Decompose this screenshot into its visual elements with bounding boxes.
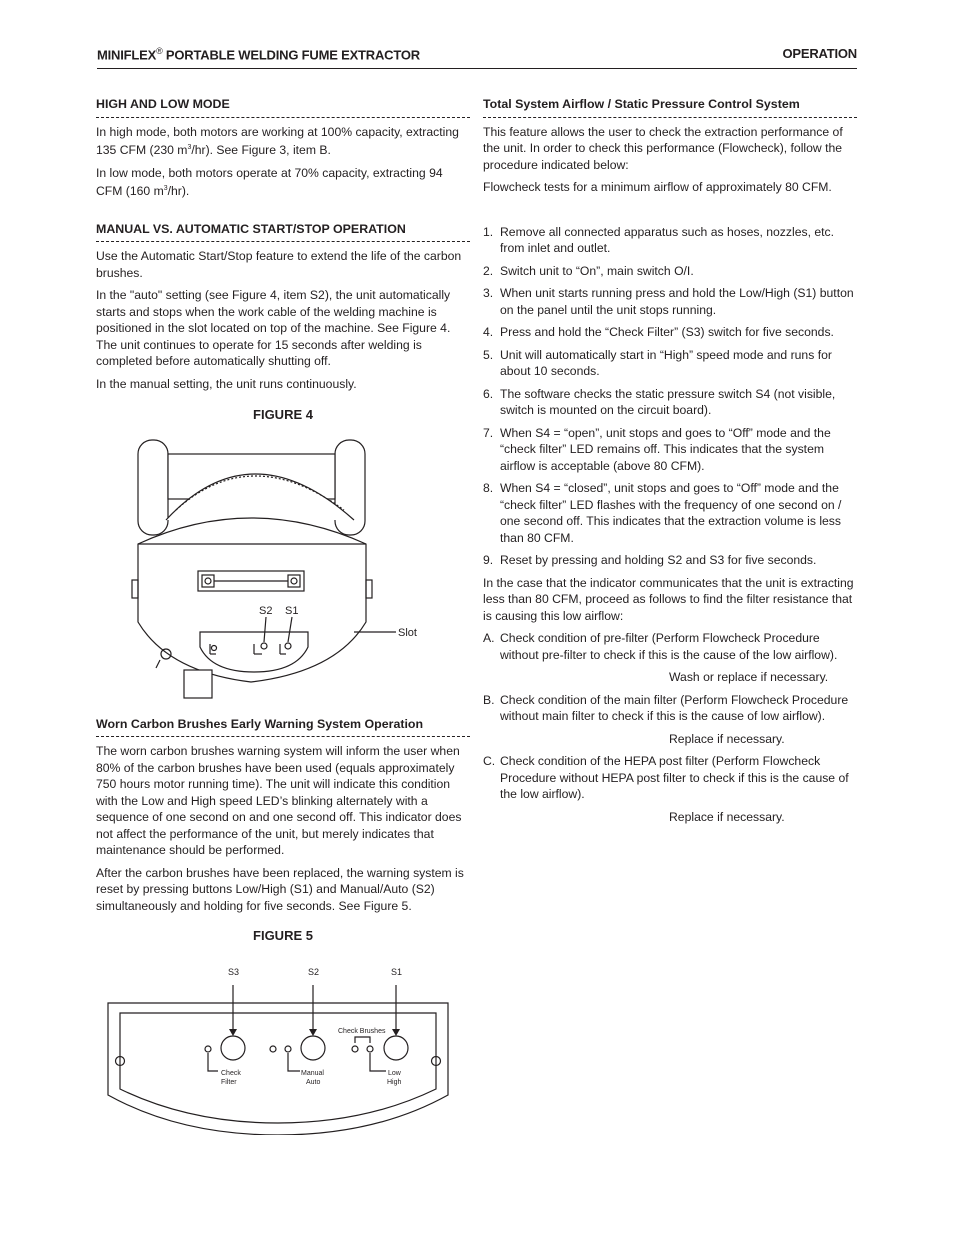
label-filter: Filter bbox=[221, 1078, 237, 1086]
list-item bbox=[483, 224, 857, 257]
list-item-number: 3. bbox=[483, 286, 494, 300]
list-item-number: 8. bbox=[483, 481, 494, 495]
list-item-text: Check condition of the HEPA post filter (Perform Flowcheck Procedure without HEPA post filter to check if this is the cause of the low airflow). bbox=[500, 754, 849, 801]
paragraph: Flowcheck tests for a minimum airflow of approximately 80 CFM. bbox=[483, 180, 832, 194]
manual-auto-section bbox=[96, 221, 470, 393]
label-check-brushes: Check Brushes bbox=[338, 1027, 386, 1035]
page-header bbox=[97, 46, 857, 69]
list-item-letter: B. bbox=[483, 692, 495, 707]
list-item-text: When S4 = “closed”, unit stops and goes to “Off” mode and the “check filter” LED flashes with the frequency of one second on / one second off. This indicates that the extraction volume is less than 80 CFM. bbox=[500, 481, 842, 545]
label-auto: Auto bbox=[306, 1078, 321, 1086]
list-item-number: 9. bbox=[483, 553, 494, 567]
list-item-text: The software checks the static pressure switch S4 (not visible, switch is mounted on the circuit board). bbox=[500, 386, 836, 417]
list-item-text: Switch unit to “On”, main switch O/I. bbox=[500, 263, 694, 278]
list-item-text: When unit starts running press and hold the Low/High (S1) button on the panel until the unit stops running. bbox=[500, 286, 854, 317]
list-item-number: 1. bbox=[483, 224, 494, 239]
left-wheel bbox=[138, 440, 168, 535]
list-item bbox=[483, 630, 857, 663]
section-heading: HIGH AND LOW MODE bbox=[96, 96, 470, 118]
list-item bbox=[483, 347, 857, 380]
section-heading: Total System Airflow / Static Pressure Control System bbox=[483, 96, 857, 118]
figure-4-title: FIGURE 4 bbox=[253, 407, 313, 423]
left-column bbox=[96, 96, 470, 1135]
paragraph: This feature allows the user to check the extraction performance of the unit. In order to check this performance (Flowcheck), follow the procedure indicated below: bbox=[483, 124, 843, 172]
list-item-number: 6. bbox=[483, 386, 494, 401]
figure-4-illustration bbox=[96, 432, 470, 702]
brushes-section bbox=[96, 716, 470, 915]
filter-checks bbox=[483, 630, 857, 825]
label-check: Check bbox=[221, 1069, 241, 1077]
list-item-text: Remove all connected apparatus such as hoses, nozzles, etc. from inlet and outlet. bbox=[500, 224, 834, 255]
action-note: Replace if necessary. bbox=[669, 809, 785, 824]
list-item bbox=[483, 692, 857, 725]
label-s2: S2 bbox=[259, 604, 273, 617]
list-item bbox=[483, 285, 857, 318]
label-s2: S2 bbox=[308, 966, 320, 977]
figure-5-illustration bbox=[96, 945, 470, 1135]
list-item bbox=[483, 753, 857, 803]
list-item-number: 7. bbox=[483, 425, 494, 440]
list-item-letter: A. bbox=[483, 631, 495, 645]
label-s1: S1 bbox=[391, 966, 403, 977]
list-item-text: Reset by pressing and holding S2 and S3 for five seconds. bbox=[500, 553, 817, 567]
paragraph: In the manual setting, the unit runs continuously. bbox=[96, 376, 357, 391]
right-column bbox=[483, 96, 857, 825]
label-s3: S3 bbox=[228, 966, 240, 977]
label-slot: Slot bbox=[398, 626, 417, 639]
list-item bbox=[483, 263, 857, 280]
paragraph: The worn carbon brushes warning system will inform the user when 80% of the carbon brushes have been used (equals approximately 750 hours motor running time). The unit will indicate this condition with the Low and High speed LED’s blinking alternately with a sequence of one second on and one second off. This indicator does not affect the performance of the unit, but merely indicates that maintenance should be performed. bbox=[96, 744, 462, 858]
action-note: Replace if necessary. bbox=[669, 731, 785, 746]
list-item bbox=[483, 386, 857, 419]
list-item-text: When S4 = “open”, unit stops and goes to “Off” mode and the “check filter” LED remains off. This indicates that the system airflow is acceptable (above 80 CFM). bbox=[500, 425, 831, 473]
list-item bbox=[483, 480, 857, 546]
figure-5-title: FIGURE 5 bbox=[253, 928, 313, 944]
figure-5-labels bbox=[221, 967, 402, 1086]
label-s1: S1 bbox=[285, 604, 299, 617]
section-heading: Worn Carbon Brushes Early Warning System Operation bbox=[96, 716, 470, 738]
list-item-number: 4. bbox=[483, 325, 494, 339]
list-item bbox=[483, 552, 857, 569]
list-item-text: Check condition of the main filter (Perform Flowcheck Procedure without main filter to check if this is the cause of low airflow). bbox=[500, 692, 849, 723]
list-item-text: Unit will automatically start in “High” speed mode and runs for about 10 seconds. bbox=[500, 347, 832, 378]
section-title: OPERATION bbox=[782, 46, 857, 61]
list-item bbox=[483, 425, 857, 475]
list-item-text: Press and hold the “Check Filter” (S3) switch for five seconds. bbox=[500, 325, 834, 339]
list-item-letter: C. bbox=[483, 754, 496, 768]
flowcheck-steps bbox=[483, 224, 857, 569]
paragraph: In high mode, both motors are working at 100% capacity, extracting 135 CFM (230 $m^3/hr$). See Figure 3, item B. bbox=[96, 124, 459, 158]
paragraph: In low mode, both motors operate at 70% capacity, extracting 94 CFM (160 $m^3/hr$). bbox=[96, 165, 443, 199]
paragraph: After the carbon brushes have been replaced, the warning system is reset by pressing buttons Low/High (S1) and Manual/Auto (S2) simultaneously and holding for five seconds. See Figure 5. bbox=[96, 865, 464, 913]
paragraph: In the case that the indicator communicates that the unit is extracting less than 80 CFM, proceed as follows to find the filter resistance that is causing this low airflow: bbox=[483, 575, 854, 623]
right-wheel bbox=[335, 440, 365, 535]
paragraph: Use the Automatic Start/Stop feature to extend the life of the carbon brushes. bbox=[96, 249, 462, 280]
section-heading: MANUAL VS. AUTOMATIC START/STOP OPERATION bbox=[96, 221, 470, 243]
label-manual: Manual bbox=[301, 1069, 324, 1077]
list-item-number: 5. bbox=[483, 347, 494, 362]
paragraph: In the "auto" setting (see Figure 4, item S2), the unit automatically starts and stops when the work cable of the welding machine is positioned in the slot located on top of the machine. See Figure 4. The unit continues to operate for 15 seconds after welding is completed before automatically shutting off. bbox=[96, 288, 451, 369]
list-item-text: Check condition of pre-filter (Perform Flowcheck Procedure without pre-filter to check if this is the cause of the low airflow). bbox=[500, 631, 838, 662]
label-low: Low bbox=[388, 1069, 401, 1077]
list-item-number: 2. bbox=[483, 263, 494, 278]
high-low-section bbox=[96, 96, 470, 200]
document-title: MINIFLEX® PORTABLE WELDING FUME EXTRACTOR bbox=[97, 46, 420, 63]
label-high: High bbox=[387, 1078, 402, 1086]
action-note: Wash or replace if necessary. bbox=[669, 670, 829, 684]
list-item bbox=[483, 324, 857, 341]
